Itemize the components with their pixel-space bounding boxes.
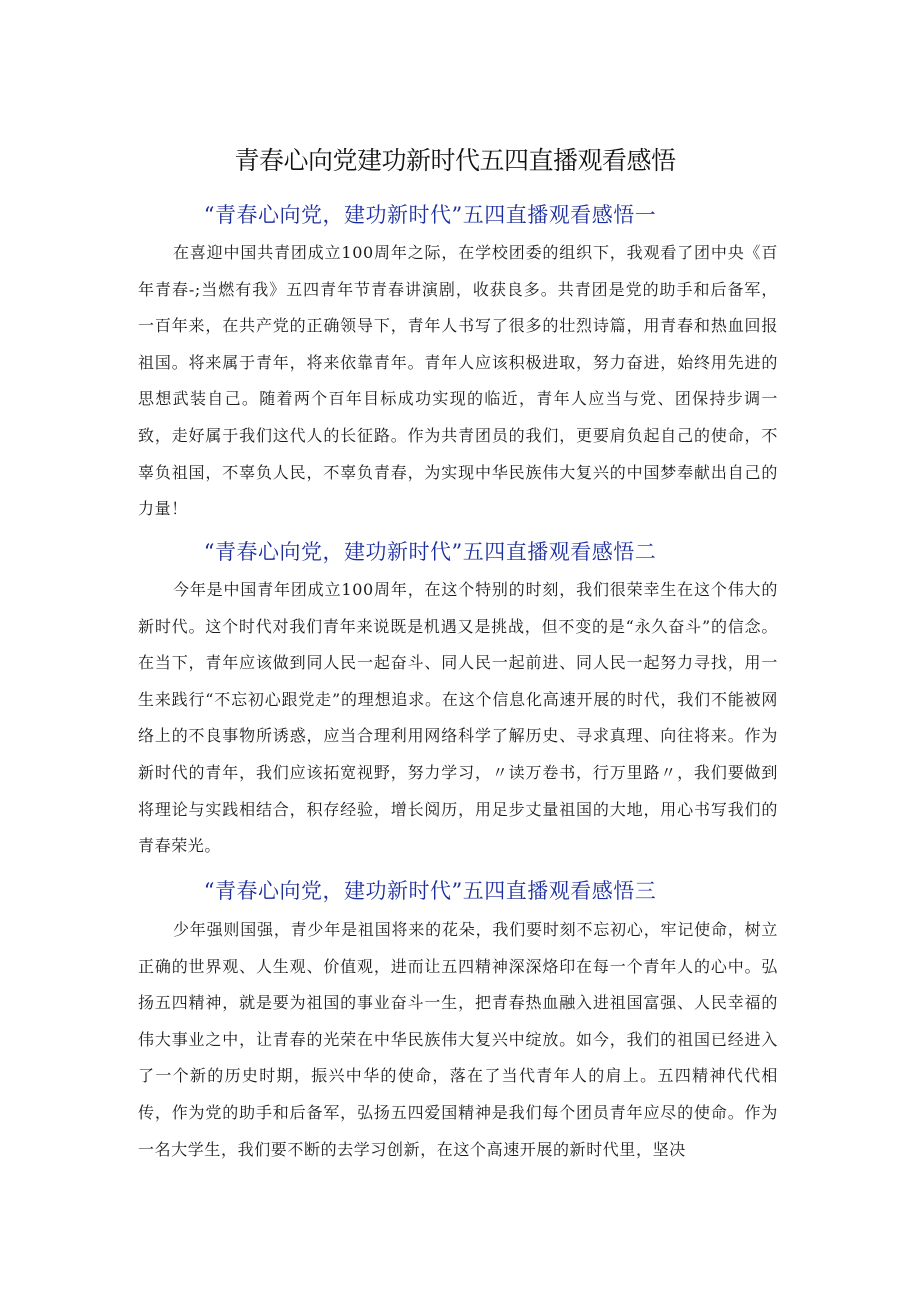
section-heading-3: “青春心向党，建功新时代”五四直播观看感悟三 (203, 879, 657, 903)
document-title: 青春心向党建功新时代五四直播观看感悟 (234, 146, 676, 175)
section-body-1: 在喜迎中国共青团成立100周年之际，在学校团委的组织下，我观看了团中央《百年青春-;当燃有我》五四青年节青春讲演剧，收获良多。共青团是党的助手和后备军，一百年来，在共产党的正确领导下，青年人书写了很多的壮烈诗篇，用青春和热血回报祖国。将来属于青年，将来依靠青年。青年人应该积极进取，努力奋进，始终用先进的思想武装自己。随着两个百年目标成功实现的临近，青年人应当与党、团保持步调一致，走好属于我们这代人的长征路。作为共青团员的我们，更要肩负起自己的使命，不辜负祖国，不辜负人民，不辜负青春，为实现中华民族伟大复兴的中国梦奉献出自己的力量！ (138, 243, 778, 519)
section-heading-1: “青春心向党，建功新时代”五四直播观看感悟一 (203, 203, 657, 227)
section-body-2: 今年是中国青年团成立100周年，在这个特别的时刻，我们很荣幸生在这个伟大的新时代。这个时代对我们青年来说既是机遇又是挑战，但不变的是“永久奋斗”的信念。在当下，青年应该做到同人民一起奋斗、同人民一起前进、同人民一起努力寻找，用一生来践行“不忘初心跟党走”的理想追求。在这个信息化高速开展的时代，我们不能被网络上的不良事物所诱惑，应当合理利用网络科学了解历史、寻求真理、向往将来。作为新时代的青年，我们应该拓宽视野，努力学习，〃读万卷书，行万里路〃，我们要做到将理论与实践相结合，积存经验，增长阅历，用足步丈量祖国的大地，用心书写我们的青春荣光。 (138, 580, 778, 856)
section-body-3: 少年强则国强，青少年是祖国将来的花朵，我们要时刻不忘初心，牢记使命，树立正确的世界观、人生观、价值观，进而让五四精神深深烙印在每一个青年人的心中。弘扬五四精神，就是要为祖国的事业奋斗一生，把青春热血融入进祖国富强、人民幸福的伟大事业之中，让青春的光荣在中华民族伟大复兴中绽放。如今，我们的祖国已经进入了一个新的历史时期，振兴中华的使命，落在了当代青年人的肩上。五四精神代代相传，作为党的助手和后备军，弘扬五四爱国精神是我们每个团员青年应尽的使命。作为一名大学生，我们要不断的去学习创新，在这个高速开展的新时代里，坚决 (138, 920, 778, 1159)
section-heading-2: “青春心向党，建功新时代”五四直播观看感悟二 (203, 540, 657, 564)
